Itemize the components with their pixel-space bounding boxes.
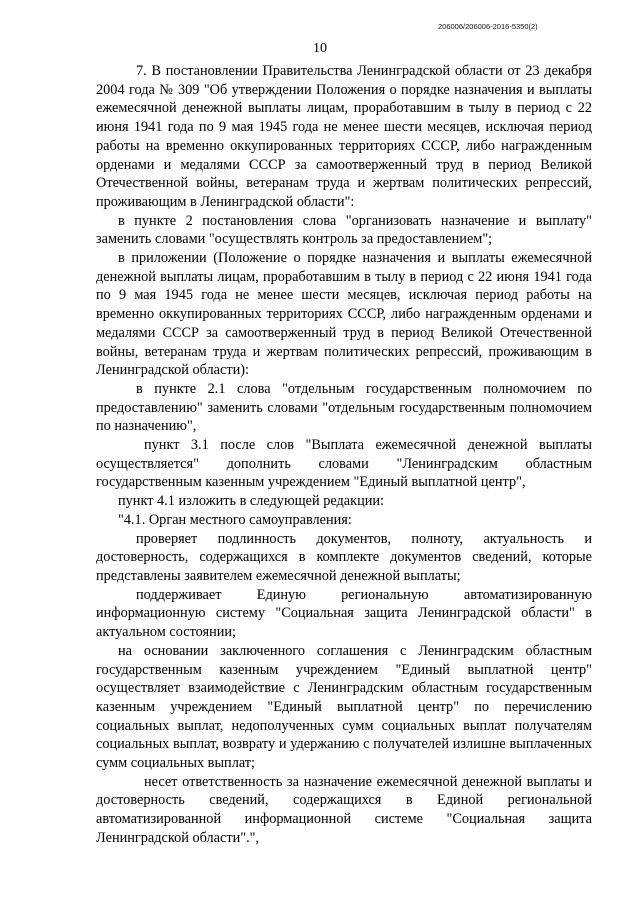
paragraph-maintains: поддерживает Единую региональную автоматизированную информационную систему "Социальная защита Ленинградской области" в актуальном состоянии;: [96, 586, 592, 641]
paragraph-point-4-1-heading: "4.1. Орган местного самоуправления:: [118, 511, 352, 528]
paragraph-point-3-1: пункт 3.1 после слов "Выплата ежемесячной денежной выплаты осуществляется" дополнить словами "Ленинградским областным государственным казенным учреждением "Единый выплатной центр",: [96, 437, 592, 491]
document-code: 206006/206006-2016-5350(2): [438, 22, 538, 31]
paragraph-point-4-1-intro: пункт 4.1 изложить в следующей редакции:: [118, 493, 385, 510]
paragraph-point-2-1: в пункте 2.1 слова "отдельным государственным полномочием по предоставлению" заменить словами "отдельным государственным полномочием по назначению",: [96, 380, 592, 435]
paragraph-point-2: в пункте 2 постановления слова "организовать назначение и выплату" заменить словами "осуществлять контроль за предоставлением";: [96, 212, 592, 248]
paragraph-item-7: 7. В постановлении Правительства Ленинградской области от 23 декабря 2004 года № 309 "Об утверждении Положения о порядке назначения и выплаты ежемесячной денежной выплаты лицам, проработавшим в тылу в период с 22 июня 1941 года по 9 мая 1945 года не менее шести месяцев, исключая период работы на временно оккупированных территориях СССР, либо награжденным орденами и медалями СССР за самоотверженный труд в период Великой Отечественной войны, ветеранам труда и жертвам политических репрессий, проживающим в Ленинградской области":: [96, 63, 592, 210]
paragraph-checks: проверяет подлинность документов, полноту, актуальность и достоверность, содержащихся в комплекте документов сведений, которые представлены заявителем ежемесячной денежной выплаты;: [96, 530, 592, 584]
page-number: 10: [313, 41, 327, 56]
paragraph-responsibility: несет ответственность за назначение ежемесячной денежной выплаты и достоверность сведений, содержащихся в Единой региональной автоматизированной информационной системе "Социальная защита Ленинградской области".",: [96, 773, 592, 846]
paragraph-agreement: на основании заключенного соглашения с Ленинградским областным государственным казенным учреждением "Единый выплатной центр" осуществляет взаимодействие с Ленинградским областным государственным казенным учреждением "Единый выплатной центр" по перечислению социальных выплат, недополученных сумм социальных выплат получателям социальных выплат, возврату и удержанию с получателей излишне выплаченных сумм социальных выплат;: [96, 642, 592, 772]
document-body: [96, 62, 592, 848]
paragraph-appendix: в приложении (Положение о порядке назначения и выплаты ежемесячной денежной выплаты лицам, проработавшим в тылу в период с 22 июня 1941 года по 9 мая 1945 года не менее шести месяцев, исключая период работы на временно оккупированных территориях СССР, либо награжденным орденами и медалями СССР за самоотверженный труд в период Великой Отечественной войны, ветеранам труда и жертвам политических репрессий, проживающим в Ленинградской области):: [96, 250, 592, 379]
